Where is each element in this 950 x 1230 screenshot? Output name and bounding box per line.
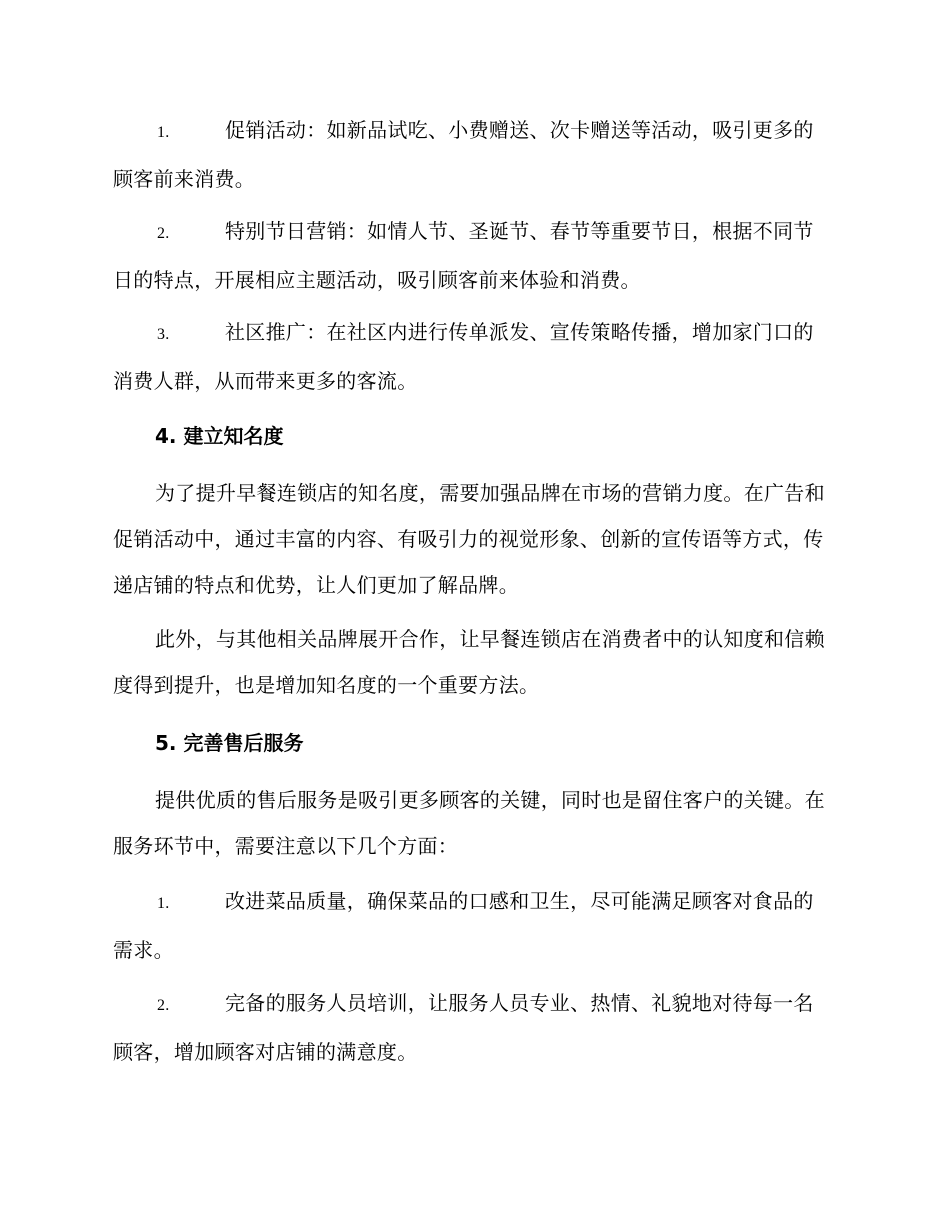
list-text: 完备的服务人员培训，让服务人员专业、热情、礼貌地对待每一名顾客，增加顾客对店铺的满意度。 <box>113 991 814 1064</box>
section-heading-after-sales: 5. 完善售后服务 <box>155 731 304 755</box>
list-text: 改进菜品质量，确保菜品的口感和卫生，尽可能满足顾客对食品的需求。 <box>113 889 814 962</box>
list-item-community-promotion <box>113 309 833 404</box>
list-number: 2. <box>157 997 170 1014</box>
section-heading-brand-awareness: 4. 建立知名度 <box>155 424 284 448</box>
paragraph: 提供优质的售后服务是吸引更多顾客的关键，同时也是留住客户的关键。在服务环节中，需要注意以下几个方面： <box>113 788 825 858</box>
paragraph: 为了提升早餐连锁店的知名度，需要加强品牌在市场的营销力度。在广告和促销活动中，通过丰富的内容、有吸引力的视觉形象、创新的宣传语等方式，传递店铺的特点和优势，让人们更加了解品牌。 <box>113 481 825 597</box>
list-number: 1. <box>157 124 170 141</box>
list-text: 特别节日营销：如情人节、圣诞节、春节等重要节日，根据不同节日的特点，开展相应主题活动，吸引顾客前来体验和消费。 <box>113 219 814 292</box>
list-item-dish-quality <box>113 878 833 973</box>
list-item-promotion <box>113 107 833 202</box>
list-item-holiday-marketing <box>113 208 833 303</box>
list-number: 3. <box>157 326 170 343</box>
list-number: 1. <box>157 895 170 912</box>
list-item-staff-training <box>113 980 833 1075</box>
list-text: 社区推广：在社区内进行传单派发、宣传策略传播，增加家门口的消费人群，从而带来更多的客流。 <box>113 320 814 393</box>
list-number: 2. <box>157 225 170 242</box>
paragraph: 此外，与其他相关品牌展开合作，让早餐连锁店在消费者中的认知度和信赖度得到提升，也是增加知名度的一个重要方法。 <box>113 627 825 697</box>
list-text: 促销活动：如新品试吃、小费赠送、次卡赠送等活动，吸引更多的顾客前来消费。 <box>113 118 814 191</box>
